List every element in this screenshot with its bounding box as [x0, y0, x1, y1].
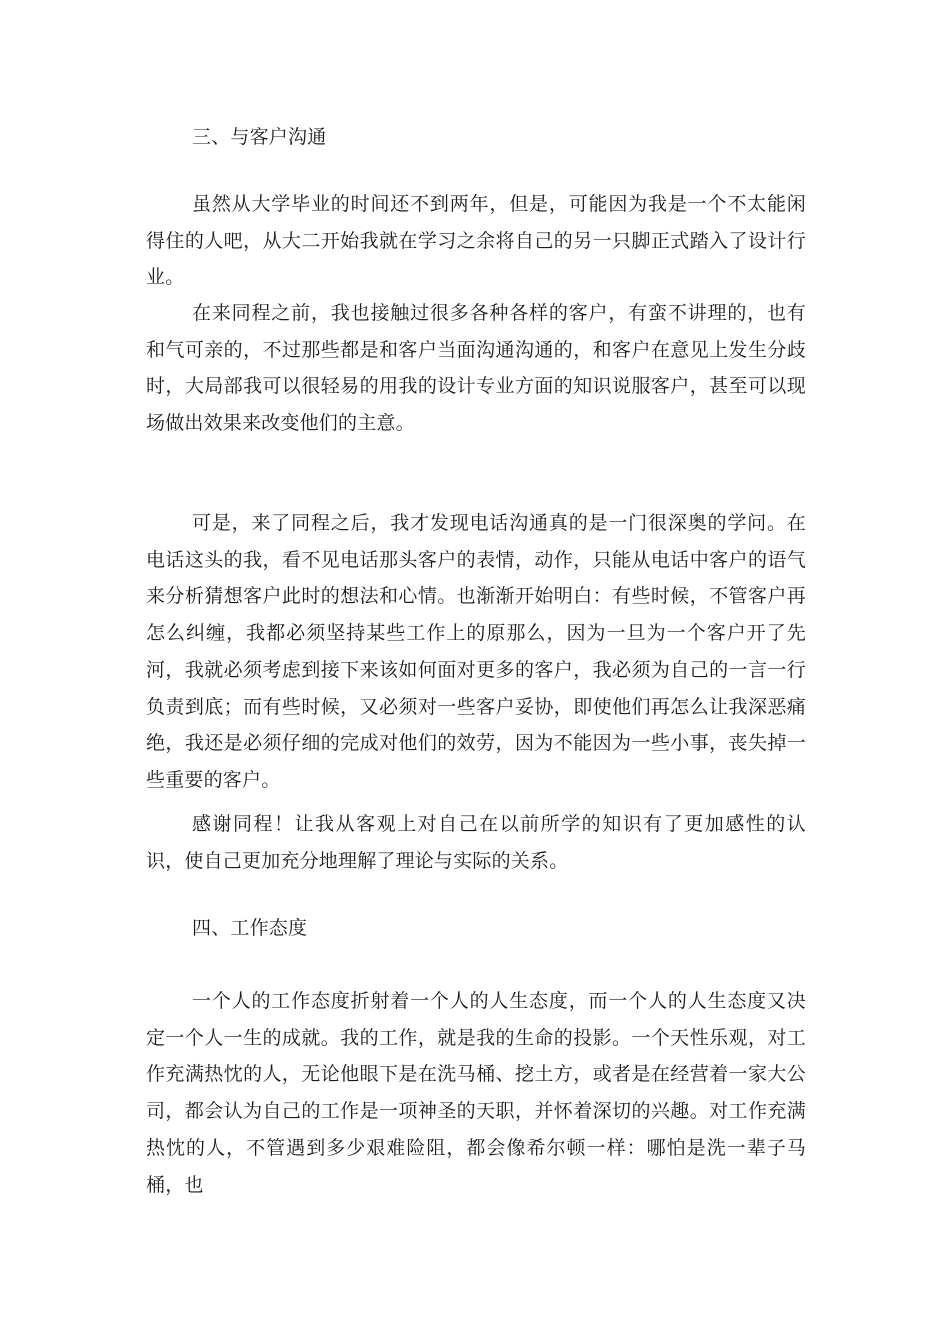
- paragraph-work-attitude: 一个人的工作态度折射着一个人的人生态度，而一个人的人生态度又决定一个人一生的成就。我的工作，就是我的生命的投影。一个天性乐观，对工作充满热忱的人，无论他眼下是在洗马桶、挖土方，或者是在经营着一家大公司，都会认为自己的工作是一项神圣的天职，并怀着深切的兴趣。对工作充满热忱的人，不管遇到多少艰难险阻，都会像希尔顿一样：哪怕是洗一辈子马桶，也: [146, 990, 806, 1196]
- section-heading-work-attitude: 四、工作态度: [192, 917, 308, 939]
- paragraph-thanks: 感谢同程！让我从客观上对自己在以前所学的知识有了更加感性的认识，使自己更加充分地理解了理论与实际的关系。: [146, 813, 806, 872]
- section-heading-customer-communication: 三、与客户沟通: [192, 126, 327, 148]
- paragraph-phone-communication: 可是，来了同程之后，我才发现电话沟通真的是一门很深奥的学问。在电话这头的我，看不见电话那头客户的表情，动作，只能从电话中客户的语气来分析猜想客户此时的想法和心情。也渐渐开始明白：有些时候，不管客户再怎么纠缠，我都必须坚持某些工作上的原那么，因为一旦为一个客户开了先河，我就必须考虑到接下来该如何面对更多的客户，我必须为自己的一言一行负责到底；而有些时候，又必须对一些客户妥协，即使他们再怎么让我深恶痛绝，我还是必须仔细的完成对他们的效劳，因为不能因为一些小事，丧失掉一些重要的客户。: [146, 512, 806, 791]
- paragraph-background: 虽然从大学毕业的时间还不到两年，但是，可能因为我是一个不太能闲得住的人吧，从大二开始我就在学习之余将自己的另一只脚正式踏入了设计行业。: [146, 193, 806, 289]
- paragraph-before-tongcheng: 在来同程之前，我也接触过很多各种各样的客户，有蛮不讲理的，也有和气可亲的，不过那些都是和客户当面沟通沟通的，和客户在意见上发生分歧时，大局部我可以很轻易的用我的设计专业方面的知识说服客户，甚至可以现场做出效果来改变他们的主意。: [146, 302, 806, 435]
